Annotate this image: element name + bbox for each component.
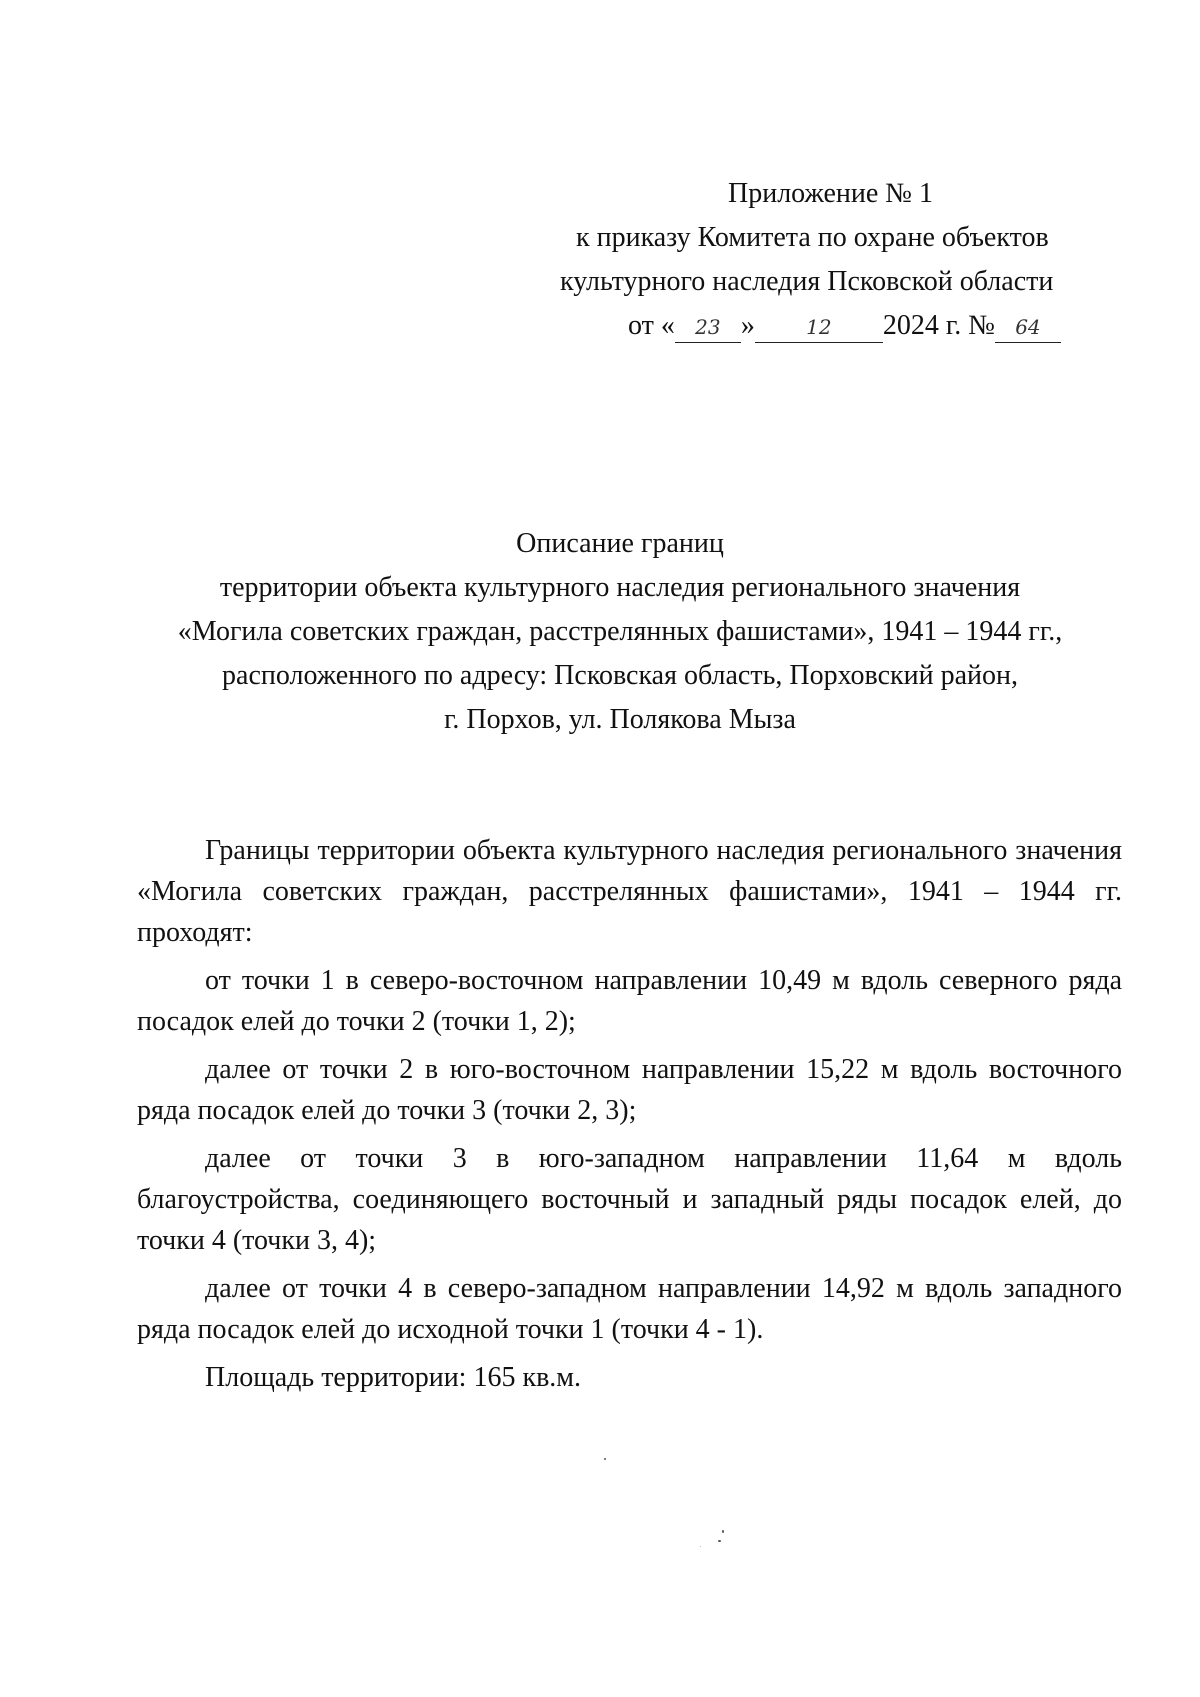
title-line-1: Описание границ (516, 528, 724, 559)
date-year-number: 2024 г. № (882, 310, 995, 341)
body-paragraph-intro: Границы территории объекта культурного наследия регионального значения «Могила советских граждан, расстрелянных фашистами», 1941 – 1944 гг. проходят: (137, 835, 1122, 948)
document-title (120, 522, 1120, 742)
body-paragraph-segment-1: от точки 1 в северо-восточном направлении 10,49 м вдоль северного ряда посадок елей до точки 2 (точки 1, 2); (137, 965, 1122, 1037)
handwritten-day: 23 (675, 312, 741, 343)
title-line-4: расположенного по адресу: Псковская область, Порховский район, (222, 660, 1018, 691)
annex-order-line: к приказу Комитета по охране объектов (576, 222, 1049, 253)
scan-speck (722, 1530, 724, 1533)
handwritten-order-number: 64 (995, 312, 1061, 343)
document-body (137, 830, 1122, 1405)
title-line-5: г. Порхов, ул. Полякова Мыза (444, 704, 796, 735)
date-quote-close: » (740, 310, 755, 341)
annex-header (560, 172, 1120, 348)
scan-speck (604, 1458, 606, 1460)
body-paragraph-area: Площадь территории: 165 кв.м. (205, 1362, 582, 1393)
scan-speck (700, 1546, 701, 1547)
annex-title: Приложение № 1 (728, 178, 933, 209)
annex-committee-line: культурного наследия Псковской области (560, 266, 1054, 297)
date-prefix: от « (628, 310, 675, 341)
body-paragraph-segment-3: далее от точки 3 в юго-западном направлении 11,64 м вдоль благоустройства, соединяющего восточный и западный ряды посадок елей, до точки 4 (точки 3, 4); (137, 1143, 1122, 1256)
title-line-3: «Могила советских граждан, расстрелянных фашистами», 1941 – 1944 гг., (177, 616, 1063, 647)
title-line-2: территории объекта культурного наследия регионального значения (219, 572, 1021, 603)
annex-date-line (560, 304, 1120, 348)
body-paragraph-segment-2: далее от точки 2 в юго-восточном направлении 15,22 м вдоль восточного ряда посадок елей до точки 3 (точки 2, 3); (137, 1054, 1122, 1126)
handwritten-month: 12 (755, 312, 883, 343)
scan-speck (718, 1540, 721, 1542)
body-paragraph-segment-4: далее от точки 4 в северо-западном направлении 14,92 м вдоль западного ряда посадок елей до исходной точки 1 (точки 4 - 1). (137, 1273, 1122, 1345)
